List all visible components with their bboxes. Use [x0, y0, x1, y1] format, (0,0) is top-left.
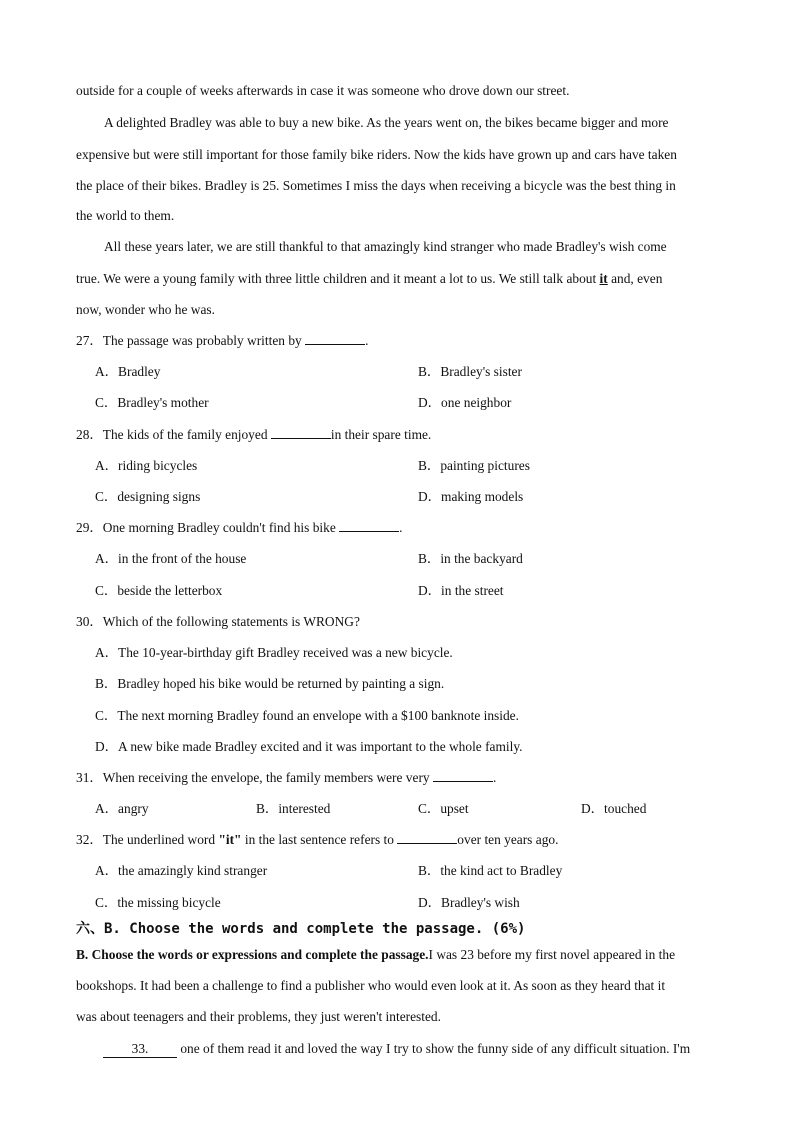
question-stem-end: over ten years ago. [457, 832, 559, 847]
option-b[interactable]: B．in the backyard [418, 551, 523, 566]
option-d[interactable]: D．Bradley's wish [418, 895, 520, 910]
option-b[interactable]: B．interested [256, 801, 331, 816]
option-a[interactable]: A．in the front of the house [95, 551, 247, 566]
passage-line: A delighted Bradley was able to buy a new bike. As the years went on, the bikes became bigger and more [104, 115, 669, 130]
option-d[interactable]: D．one neighbor [418, 395, 512, 410]
underlined-it: it [599, 271, 608, 286]
question-stem-end: . [399, 520, 403, 535]
question-28 [76, 426, 431, 444]
option-c[interactable]: C．The next morning Bradley found an envelope with a $100 banknote inside. [95, 708, 519, 723]
option-a[interactable]: A．riding bicycles [95, 458, 198, 473]
passage-line: the place of their bikes. Bradley is 25. Sometimes I miss the days when receiving a bicycle was the best thing in [76, 178, 676, 193]
question-stem: 29．One morning Bradley couldn't find his bike [76, 520, 340, 535]
option-d[interactable]: D．A new bike made Bradley excited and it was important to the whole family. [95, 739, 523, 754]
question-stem: 28．The kids of the family enjoyed [76, 427, 271, 442]
section-lead: B. Choose the words or expressions and complete the passage. [76, 947, 429, 962]
section-heading: 六、B. Choose the words and complete the passage. (6%) [76, 921, 526, 937]
question-stem: 31．When receiving the envelope, the family members were very [76, 770, 433, 785]
option-d[interactable]: D．making models [418, 489, 524, 504]
answer-blank[interactable] [271, 426, 331, 439]
answer-blank[interactable] [397, 831, 457, 844]
option-c[interactable]: C．upset [418, 801, 469, 816]
passage-line: now, wonder who he was. [76, 302, 215, 317]
option-a[interactable]: A．The 10-year-birthday gift Bradley received was a new bicycle. [95, 645, 453, 660]
option-c[interactable]: C．designing signs [95, 489, 201, 504]
option-a[interactable]: A．the amazingly kind stranger [95, 863, 268, 878]
option-a[interactable]: A．Bradley [95, 364, 161, 379]
answer-blank[interactable] [339, 519, 399, 532]
question-29 [76, 519, 402, 537]
passage-text: true. We were a young family with three little children and it meant a lot to us. We still talk about [76, 271, 600, 286]
option-d[interactable]: D．in the street [418, 583, 504, 598]
passage-line [76, 270, 662, 288]
passage-line [103, 1040, 690, 1058]
answer-blank-33[interactable]: 33. [103, 1041, 177, 1058]
passage-text: I was 23 before my first novel appeared in the [428, 947, 676, 962]
question-30: 30．Which of the following statements is WRONG? [76, 614, 360, 629]
passage-line: was about teenagers and their problems, they just weren't interested. [76, 1009, 441, 1024]
option-b[interactable]: B．the kind act to Bradley [418, 863, 563, 878]
option-b[interactable]: B．painting pictures [418, 458, 530, 473]
option-c[interactable]: C．the missing bicycle [95, 895, 221, 910]
passage-text: and, even [607, 271, 663, 286]
passage-line: the world to them. [76, 208, 175, 223]
question-stem-end: . [492, 770, 497, 785]
section-intro-line [76, 946, 675, 964]
answer-blank[interactable] [305, 332, 365, 345]
option-d[interactable]: D．touched [581, 801, 647, 816]
passage-text: one of them read it and loved the way I try to show the funny side of any difficult situation. I'm [177, 1041, 691, 1056]
question-stem: in the last sentence refers to [241, 832, 398, 847]
option-a[interactable]: A．angry [95, 801, 149, 816]
quoted-word: "it" [218, 832, 242, 847]
option-c[interactable]: C．beside the letterbox [95, 583, 223, 598]
question-stem-end: in their spare time. [330, 427, 432, 442]
passage-line: outside for a couple of weeks afterwards in case it was someone who drove down our street. [76, 83, 570, 98]
question-stem: 27．The passage was probably written by [76, 333, 306, 348]
question-stem-end: . [365, 333, 369, 348]
passage-line: bookshops. It had been a challenge to find a publisher who would even look at it. As soon as they heard that it [76, 978, 666, 993]
option-c[interactable]: C．Bradley's mother [95, 395, 209, 410]
question-32 [76, 831, 558, 849]
passage-line: expensive but were still important for those family bike riders. Now the kids have grown up and cars have taken [76, 147, 677, 162]
question-27 [76, 332, 368, 350]
answer-blank[interactable] [433, 769, 493, 782]
question-31 [76, 769, 496, 787]
passage-line: All these years later, we are still thankful to that amazingly kind stranger who made Bradley's wish come [104, 239, 667, 254]
question-stem: 32．The underlined word [76, 832, 219, 847]
option-b[interactable]: B．Bradley's sister [418, 364, 522, 379]
option-b[interactable]: B．Bradley hoped his bike would be returned by painting a sign. [95, 676, 445, 691]
